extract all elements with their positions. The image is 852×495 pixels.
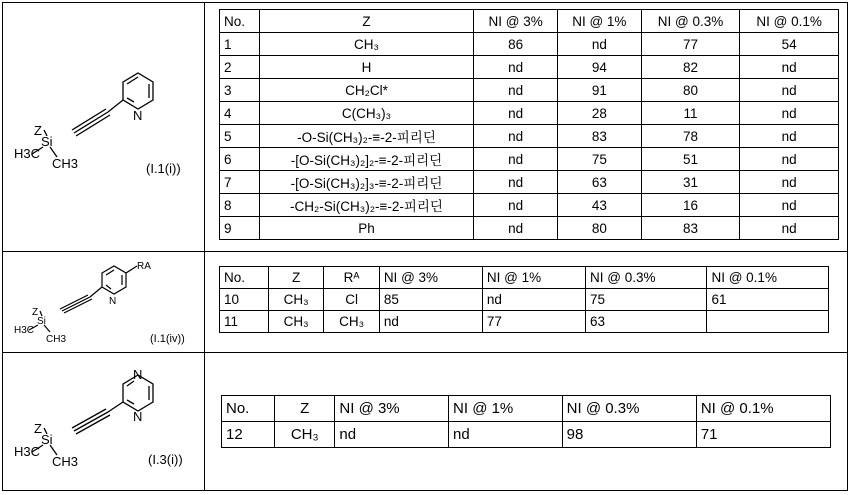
table-cell: 31 xyxy=(641,171,740,194)
table-cell: 85 xyxy=(379,289,482,311)
table-cell: 2 xyxy=(220,56,260,79)
header-cell: NI @ 0.3% xyxy=(641,10,740,33)
table-row xyxy=(220,125,839,148)
si-label: Si xyxy=(41,432,53,447)
table-cell: nd xyxy=(474,79,558,102)
table-cell: 10 xyxy=(220,289,269,311)
table-cell: -O-Si(CH₃)₂-≡-2-피리딘 xyxy=(259,125,474,148)
table-cell: CH₃ xyxy=(259,33,474,56)
header-cell: NI @ 3% xyxy=(335,396,449,422)
table-row xyxy=(220,102,839,125)
results-table-2 xyxy=(219,266,829,333)
table-cell: 71 xyxy=(696,422,830,448)
table-cell: 83 xyxy=(641,217,740,240)
table-cell: nd xyxy=(474,125,558,148)
table-row xyxy=(220,289,829,311)
table-cell: nd xyxy=(740,148,839,171)
ch3-label: CH3 xyxy=(52,454,79,469)
table-cell: Ph xyxy=(259,217,474,240)
nitrogen-label: N xyxy=(133,367,143,382)
table-cell: -CH₂-Si(CH₃)₂-≡-2-피리딘 xyxy=(259,194,474,217)
header-cell: Z xyxy=(259,10,474,33)
ch3-label: CH3 xyxy=(52,156,79,171)
results-table-1 xyxy=(219,9,839,240)
table-cell: 54 xyxy=(740,33,839,56)
table-cell: nd xyxy=(379,311,482,333)
table-cell: 82 xyxy=(641,56,740,79)
table-cell: 80 xyxy=(641,79,740,102)
table-cell: 16 xyxy=(641,194,740,217)
table-cell: 80 xyxy=(557,217,641,240)
table-row xyxy=(222,422,831,448)
table-cell: -[O-Si(CH₃)₂]₂-≡-2-피리딘 xyxy=(259,148,474,171)
table-cell: 61 xyxy=(707,289,829,311)
table-cell: 77 xyxy=(482,311,585,333)
table-row xyxy=(220,148,839,171)
table-cell: 3 xyxy=(220,79,260,102)
table-cell: 7 xyxy=(220,171,260,194)
h3c-label: H3C xyxy=(14,444,41,459)
table-cell: 4 xyxy=(220,102,260,125)
table-cell: 75 xyxy=(557,148,641,171)
h3c-label: H3C xyxy=(14,325,35,336)
ch3-label: CH3 xyxy=(46,334,67,345)
table-cell: nd xyxy=(740,171,839,194)
table-row xyxy=(220,33,839,56)
table-cell: nd xyxy=(449,422,563,448)
table-row xyxy=(220,194,839,217)
si-label: Si xyxy=(41,134,53,149)
table-cell: nd xyxy=(474,171,558,194)
column-divider xyxy=(204,3,205,490)
z-label: Z xyxy=(32,307,39,318)
ra-label: RA xyxy=(137,261,151,272)
header-cell: Z xyxy=(275,396,335,422)
table-cell: 43 xyxy=(557,194,641,217)
table-cell: H xyxy=(259,56,474,79)
table-cell: 51 xyxy=(641,148,740,171)
si-label: Si xyxy=(37,316,46,327)
structure-drawing xyxy=(8,255,198,345)
table-cell: nd xyxy=(740,79,839,102)
header-cell: Rᴬ xyxy=(324,267,379,289)
table-cell: nd xyxy=(740,194,839,217)
header-cell: NI @ 0.1% xyxy=(696,396,830,422)
table-cell: 12 xyxy=(222,422,275,448)
header-cell: NI @ 0.3% xyxy=(562,396,696,422)
table-cell: 83 xyxy=(557,125,641,148)
table-cell: nd xyxy=(740,217,839,240)
table-cell: 11 xyxy=(641,102,740,125)
header-cell: NI @ 0.3% xyxy=(586,267,707,289)
table-cell: 98 xyxy=(562,422,696,448)
h3c-label: H3C xyxy=(14,146,41,161)
table-cell: 9 xyxy=(220,217,260,240)
table-cell: 6 xyxy=(220,148,260,171)
header-row xyxy=(222,396,831,422)
z-label: Z xyxy=(34,123,42,138)
nitrogen-label: N xyxy=(109,296,117,307)
z-label: Z xyxy=(34,421,42,436)
header-row xyxy=(220,267,829,289)
table-cell: nd xyxy=(474,102,558,125)
table-cell: CH₂Cl* xyxy=(259,79,474,102)
table-cell: Cl xyxy=(324,289,379,311)
table-cell: 63 xyxy=(557,171,641,194)
table-cell: 91 xyxy=(557,79,641,102)
header-cell: No. xyxy=(222,396,275,422)
table-row xyxy=(220,171,839,194)
table-cell: nd xyxy=(740,56,839,79)
table-cell: nd xyxy=(740,125,839,148)
table-row xyxy=(220,217,839,240)
table-cell: CH₃ xyxy=(275,422,335,448)
compound-label: (I.3(i)) xyxy=(148,452,183,467)
compound-label: (I.1(iv)) xyxy=(150,333,185,345)
results-table-3 xyxy=(221,395,831,448)
table-cell: 8 xyxy=(220,194,260,217)
table-cell: nd xyxy=(557,33,641,56)
table-cell: CH₃ xyxy=(324,311,379,333)
header-cell: NI @ 0.1% xyxy=(707,267,829,289)
table-cell: CH₃ xyxy=(268,289,323,311)
table-cell: nd xyxy=(474,217,558,240)
header-cell: NI @ 1% xyxy=(557,10,641,33)
table-cell xyxy=(707,311,829,333)
header-cell: NI @ 3% xyxy=(379,267,482,289)
table-cell: nd xyxy=(335,422,449,448)
table-cell: nd xyxy=(474,194,558,217)
table-cell: nd xyxy=(740,102,839,125)
header-cell: NI @ 0.1% xyxy=(740,10,839,33)
table-row xyxy=(220,56,839,79)
table-cell: CH₃ xyxy=(268,311,323,333)
table-cell: 77 xyxy=(641,33,740,56)
nitrogen-label: N xyxy=(133,409,143,424)
table-cell: -[O-Si(CH₃)₂]₃-≡-2-피리딘 xyxy=(259,171,474,194)
table-cell: nd xyxy=(474,148,558,171)
table-cell: nd xyxy=(482,289,585,311)
table-cell: 63 xyxy=(586,311,707,333)
header-cell: Z xyxy=(268,267,323,289)
table-row xyxy=(220,311,829,333)
nitrogen-label: N xyxy=(133,108,143,123)
table-cell: nd xyxy=(474,56,558,79)
table-cell: 5 xyxy=(220,125,260,148)
table-cell: 1 xyxy=(220,33,260,56)
table-cell: 78 xyxy=(641,125,740,148)
header-cell: No. xyxy=(220,267,269,289)
table-row xyxy=(220,79,839,102)
table-cell: 94 xyxy=(557,56,641,79)
header-cell: NI @ 1% xyxy=(482,267,585,289)
header-row xyxy=(220,10,839,33)
table-cell: 28 xyxy=(557,102,641,125)
row-divider xyxy=(3,352,847,353)
header-cell: NI @ 1% xyxy=(449,396,563,422)
table-cell: 75 xyxy=(586,289,707,311)
compound-label: (I.1(i)) xyxy=(146,161,181,176)
table-cell: 86 xyxy=(474,33,558,56)
table-cell: 11 xyxy=(220,311,269,333)
header-cell: No. xyxy=(220,10,260,33)
row-divider xyxy=(3,251,847,252)
table-cell: C(CH₃)₃ xyxy=(259,102,474,125)
header-cell: NI @ 3% xyxy=(474,10,558,33)
